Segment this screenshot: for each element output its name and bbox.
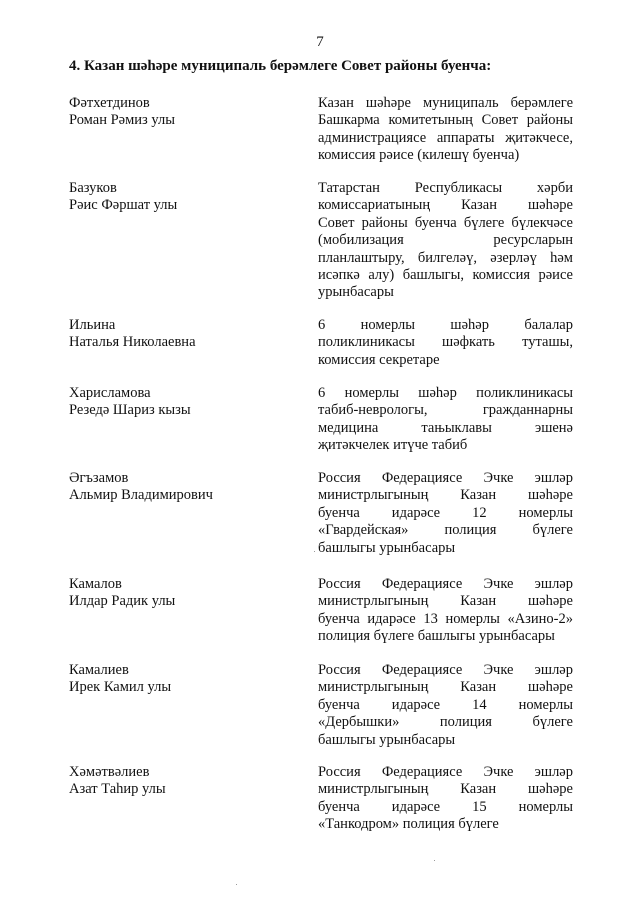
member-surname: Хәмәтвәлиев <box>69 764 150 780</box>
member-given-name: Наталья Николаевна <box>69 334 196 351</box>
member-role-line: «Дербышки» полиция бүлеге <box>318 714 573 731</box>
member-given-name: Рәис Фәршат улы <box>69 197 178 214</box>
member-role-line: Башкарма комитетының Совет районы <box>318 112 573 129</box>
member-role-line: Татарстан Республикасы хәрби <box>318 180 573 196</box>
member-name <box>69 470 299 505</box>
member-role-line: министрлыгының Казан шәһәре <box>318 487 573 504</box>
member-role <box>318 180 573 302</box>
member-role-line: планлаштыру, билгеләү, әзерләү һәм <box>318 249 573 266</box>
member-role-line: комиссариатының Казан шәһәре <box>318 197 573 214</box>
member-role-line: Россия Федерациясе Эчке эшләр <box>318 662 573 678</box>
member-role-line: поликлиникасы шәфкать туташы, <box>318 334 573 351</box>
member-role-line: җитәкчелек итүче табиб <box>318 437 468 454</box>
member-surname: Фәтхетдинов <box>69 95 150 111</box>
member-surname: Харисламова <box>69 385 151 401</box>
member-role-line: урынбасары <box>318 284 394 301</box>
member-role-line: табиб-неврологы, гражданнарны <box>318 402 573 419</box>
member-role <box>318 317 573 369</box>
member-role-line: министрлыгының Казан шәһәре <box>318 679 573 696</box>
member-role <box>318 95 573 165</box>
member-role-line: Россия Федерациясе Эчке эшләр <box>318 470 573 486</box>
member-role-line: Россия Федерациясе Эчке эшләр <box>318 764 573 780</box>
member-role-line: министрлыгының Казан шәһәре <box>318 781 573 798</box>
member-role-line: Казан шәһәре муниципаль берәмлеге <box>318 95 573 111</box>
member-name <box>69 95 299 130</box>
member-role-line: 6 номерлы шәһәр балалар <box>318 317 573 333</box>
member-role-line: администрациясе аппараты җитәкчесе, <box>318 129 573 146</box>
member-surname: Камалиев <box>69 662 129 678</box>
member-role-line: буенча идарәсе 13 номерлы «Азино-2» <box>318 610 573 627</box>
member-given-name: Илдар Радик улы <box>69 593 176 610</box>
member-role <box>318 385 573 455</box>
member-name <box>69 180 299 215</box>
member-role-line: исәпкә алу) башлыгы, комиссия рәисе <box>318 267 573 284</box>
member-name <box>69 662 299 697</box>
member-surname: Базуков <box>69 180 117 196</box>
member-role-line: полиция бүлеге башлыгы урынбасары <box>318 628 555 645</box>
member-role <box>318 764 573 834</box>
member-role-line: буенча идарәсе 12 номерлы <box>318 504 573 521</box>
member-surname: Әгъзамов <box>69 470 129 486</box>
member-surname: Камалов <box>69 576 122 592</box>
member-role-line: Совет районы буенча бүлеге бүлекчәсе <box>318 214 573 231</box>
scan-speck <box>314 551 315 552</box>
member-name <box>69 576 299 611</box>
member-role-line: башлыгы урынбасары <box>318 731 456 748</box>
member-role-line: башлыгы урынбасары <box>318 539 456 556</box>
member-given-name: Азат Таһир улы <box>69 781 166 798</box>
member-name <box>69 317 299 352</box>
member-role-line: Россия Федерациясе Эчке эшләр <box>318 576 573 592</box>
member-role-line: министрлыгының Казан шәһәре <box>318 593 573 610</box>
member-role-line: медицина тањыклавы эшенә <box>318 419 573 436</box>
member-role <box>318 576 573 646</box>
member-role-line: 6 номерлы шәһәр поликлиникасы <box>318 385 573 401</box>
member-given-name: Роман Рәмиз улы <box>69 112 175 129</box>
page-number: 7 <box>316 34 324 50</box>
member-given-name: Резедә Шариз кызы <box>69 402 191 419</box>
member-given-name: Ирек Камил улы <box>69 679 172 696</box>
section-heading: 4. Казан шәһәре муниципаль берәмлеге Совет районы буенча: <box>69 58 492 74</box>
member-role-line: буенча идарәсе 15 номерлы <box>318 798 573 815</box>
member-role-line: комиссия секретаре <box>318 351 440 368</box>
member-given-name: Альмир Владимирович <box>69 487 213 504</box>
member-name <box>69 385 299 420</box>
member-role <box>318 470 573 557</box>
scan-speck <box>236 884 237 885</box>
member-role-line: (мобилизация ресурсларын <box>318 232 573 249</box>
member-name <box>69 764 299 799</box>
member-surname: Ильина <box>69 317 116 333</box>
member-role-line: комиссия рәисе (килешү буенча) <box>318 147 520 164</box>
member-role-line: буенча идарәсе 14 номерлы <box>318 696 573 713</box>
member-role <box>318 662 573 749</box>
member-role-line: «Танкодром» полиция бүлеге <box>318 816 499 833</box>
scan-speck <box>434 860 435 861</box>
member-role-line: «Гвардейская» полиция бүлеге <box>318 522 573 539</box>
